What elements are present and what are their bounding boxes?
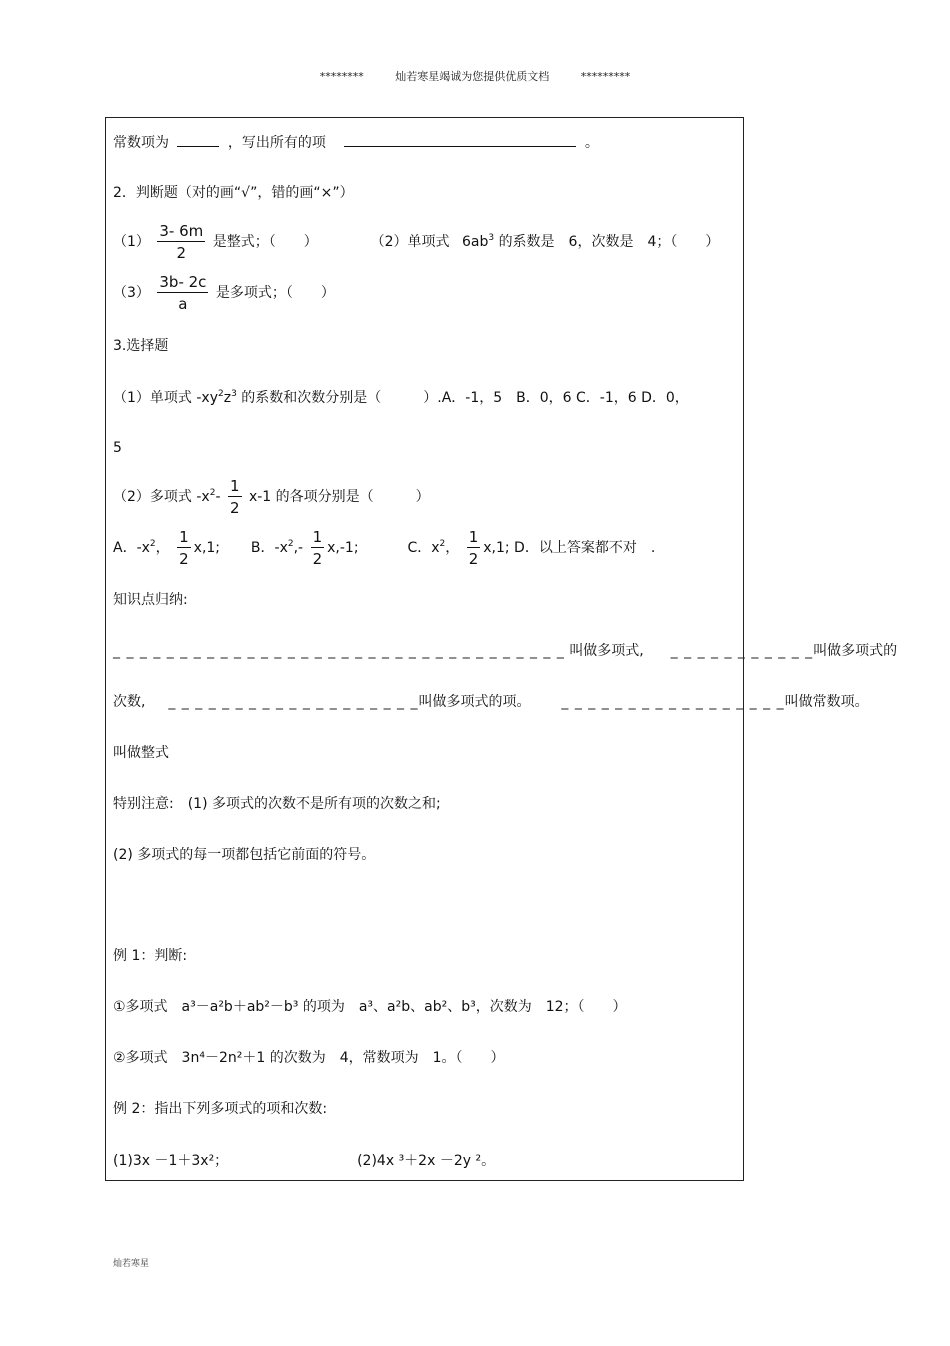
q2-item3-label: （3） bbox=[113, 285, 150, 301]
example2-title: 例 2：指出下列多项式的项和次数: bbox=[113, 1101, 328, 1117]
monomial: 6ab bbox=[462, 234, 489, 250]
q2-item2-label: （2）单项式 bbox=[370, 234, 450, 250]
header-stars-left: ******** bbox=[319, 70, 364, 83]
fraction bbox=[157, 273, 208, 313]
text: z bbox=[223, 390, 232, 406]
exponent: 2 bbox=[439, 539, 446, 549]
answer-blank bbox=[177, 132, 219, 147]
q2-title: 2．判断题（对的画“√”，错的画“×”） bbox=[113, 185, 354, 201]
text: ,- bbox=[293, 540, 304, 556]
exponent: 2 bbox=[209, 488, 216, 498]
numerator: 1 bbox=[312, 528, 323, 546]
text: x-1 的各项分别是（ ） bbox=[248, 489, 430, 505]
text: - bbox=[215, 489, 221, 505]
text: 叫做多项式的项。 bbox=[418, 694, 531, 710]
exponent: 2 bbox=[149, 539, 156, 549]
summary-title: 知识点归纳: bbox=[113, 592, 188, 608]
fraction bbox=[157, 222, 205, 262]
q3-options bbox=[113, 528, 655, 568]
denominator: 2 bbox=[179, 550, 189, 568]
example2-item2: (2)4x ³＋2x －2y ²。 bbox=[357, 1153, 496, 1169]
header-title: 灿若寒星竭诚为您提供优质文档 bbox=[395, 70, 550, 83]
text: 常数项为 bbox=[113, 135, 169, 151]
fraction bbox=[177, 528, 191, 568]
numerator: 1 bbox=[179, 528, 189, 546]
text: 叫做多项式, bbox=[569, 643, 644, 659]
page-header bbox=[0, 68, 950, 84]
numerator: 1 bbox=[229, 477, 240, 495]
denominator: 2 bbox=[312, 550, 323, 568]
option-a: A．-x bbox=[113, 540, 150, 556]
text: ， bbox=[155, 540, 170, 556]
text: （2）多项式 -x bbox=[113, 489, 210, 505]
q3-item1-wrap: 5 bbox=[113, 440, 122, 456]
example1-title: 例 1：判断: bbox=[113, 948, 188, 964]
example2-items bbox=[113, 1151, 495, 1171]
q2-row1 bbox=[113, 222, 719, 262]
text: x,-1; bbox=[327, 540, 359, 556]
denominator: 2 bbox=[176, 244, 187, 262]
example2-item1: (1)3x －1＋3x²； bbox=[113, 1153, 229, 1169]
q3-title: 3.选择题 bbox=[113, 338, 169, 354]
special-note-2: (2) 多项式的每一项都包括它前面的符号。 bbox=[113, 847, 376, 863]
dashed-blank: _ _ _ _ _ _ _ _ _ _ _ _ _ _ _ _ _ _ _ _ _ _ _ _ _ _ _ _ _ _ _ _ _ _ bbox=[113, 643, 565, 659]
numerator: 3- 6m bbox=[159, 222, 204, 240]
q2-item3-text: 是多项式；（ ） bbox=[215, 285, 335, 301]
fraction bbox=[228, 477, 242, 517]
dashed-blank: _ _ _ _ _ _ _ _ _ _ _ _ _ _ _ _ _ _ _ bbox=[168, 694, 419, 710]
denominator: a bbox=[178, 295, 188, 313]
text: 的系数和次数分别是（ ）.A．-1，5 B．0，6 C．-1，6 D．0， bbox=[241, 390, 689, 406]
constant-term-line bbox=[113, 132, 599, 153]
text: ，写出所有的项 bbox=[227, 135, 326, 151]
text: ， bbox=[445, 540, 460, 556]
summary-line3: 叫做整式 bbox=[113, 745, 169, 761]
text: （1）单项式 -xy bbox=[113, 390, 218, 406]
example1-item1: ①多项式 a³－a²b＋ab²－b³ 的项为 a³、a²b、ab²、b³，次数为 12；（ ） bbox=[113, 999, 627, 1015]
q2-item1-label: （1） bbox=[113, 234, 150, 250]
text: 次数, bbox=[113, 694, 146, 710]
q2-item1-text: 是整式；（ ） bbox=[212, 234, 318, 250]
option-b: B．-x bbox=[250, 540, 288, 556]
page-footer: 灿若寒星 bbox=[113, 1259, 150, 1269]
q2-item2-text: 的系数是 6，次数是 4；（ ） bbox=[498, 234, 720, 250]
text: 。 bbox=[584, 135, 599, 151]
numerator: 1 bbox=[468, 528, 479, 546]
dashed-blank: _ _ _ _ _ _ _ _ _ _ _ _ _ _ _ _ _ bbox=[561, 694, 785, 710]
q2-row2 bbox=[113, 273, 335, 313]
summary-line2 bbox=[113, 692, 869, 712]
answer-blank bbox=[344, 132, 576, 147]
option-c: C．x bbox=[407, 540, 440, 556]
text: 叫做多项式的 bbox=[813, 643, 898, 659]
q3-item1 bbox=[113, 388, 689, 408]
dashed-blank: _ _ _ _ _ _ _ _ _ _ _ bbox=[670, 643, 814, 659]
text: 叫做常数项。 bbox=[784, 694, 869, 710]
text: x,1; bbox=[193, 540, 221, 556]
exponent: 3 bbox=[231, 389, 237, 399]
denominator: 2 bbox=[468, 550, 479, 568]
exponent: 3 bbox=[488, 233, 495, 243]
special-note-1: 特别注意: (1) 多项式的次数不是所有项的次数之和; bbox=[113, 796, 441, 812]
exponent: 2 bbox=[287, 539, 294, 549]
exponent: 2 bbox=[217, 389, 224, 399]
numerator: 3b- 2c bbox=[159, 273, 207, 291]
fraction bbox=[467, 528, 481, 568]
q3-item2 bbox=[113, 477, 430, 517]
denominator: 2 bbox=[229, 499, 240, 517]
fraction bbox=[311, 528, 325, 568]
header-stars-right: ********* bbox=[580, 70, 631, 83]
example1-item2: ②多项式 3n⁴－2n²＋1 的次数为 4，常数项为 1。（ ） bbox=[113, 1050, 505, 1066]
option-d: x,1; D．以上答案都不对 . bbox=[483, 540, 656, 556]
summary-line1 bbox=[113, 641, 897, 661]
